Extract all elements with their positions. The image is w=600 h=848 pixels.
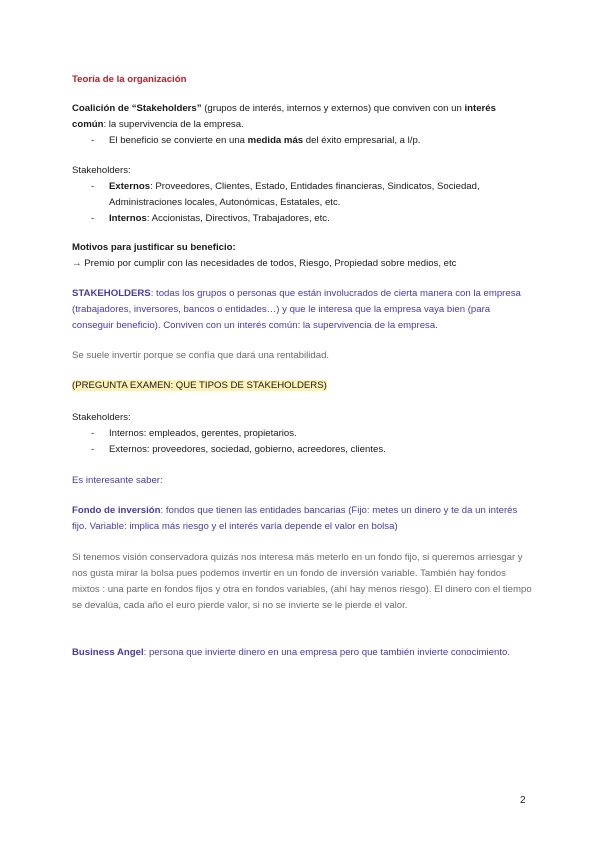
stakeholders-block-1 bbox=[72, 163, 532, 227]
stakeholders-term: STAKEHOLDERS bbox=[72, 288, 151, 299]
section-title: Teoría de la organización bbox=[72, 74, 187, 85]
coalicion-text-1: (grupos de interés, internos y externos) que conviven con un bbox=[201, 103, 465, 114]
list-item bbox=[72, 179, 532, 211]
bullet-text-2: del éxito empresarial, a l/p. bbox=[303, 135, 421, 146]
stakeholders-heading: Stakeholders: bbox=[72, 165, 131, 176]
pregunta-highlight: (PREGUNTA EXAMEN: QUE TIPOS DE STAKEHOLDERS) bbox=[72, 380, 327, 391]
page-number: 2 bbox=[520, 795, 526, 806]
business-angel-text: : persona que invierte dinero en una empresa pero que también invierte conocimiento. bbox=[143, 647, 511, 658]
list-item bbox=[72, 211, 532, 227]
nota-paragraph: Se suele invertir porque se confía que dará una rentabilidad. bbox=[72, 350, 330, 361]
interes-comun-term: interés común bbox=[72, 103, 496, 130]
externos-text: : Proveedores, Clientes, Estado, Entidades financieras, Sindicatos, Sociedad, Administraciones locales, Autonómicas, Estatales, etc. bbox=[109, 181, 480, 208]
motivos-heading: Motivos para justificar su beneficio: bbox=[72, 242, 236, 253]
stakeholders-heading-2: Stakeholders: bbox=[72, 412, 131, 423]
medida-mas-term: medida más bbox=[247, 135, 304, 146]
business-angel-paragraph bbox=[72, 645, 532, 661]
internos-label: Internos bbox=[109, 213, 147, 224]
motivos-text: → Premio por cumplir con las necesidades de todos, Riesgo, Propiedad sobre medios, etc bbox=[72, 258, 457, 269]
list-item: - Internos: empleados, gerentes, propietarios. bbox=[72, 426, 532, 442]
coalicion-term: Coalición de “Stakeholders” bbox=[72, 103, 202, 114]
list-item bbox=[72, 133, 532, 149]
definicion-paragraph bbox=[72, 286, 532, 334]
motivos-block bbox=[72, 240, 532, 272]
internos-text: : Accionistas, Directivos, Trabajadores, etc. bbox=[146, 213, 330, 224]
interesante-heading: Es interesante saber: bbox=[72, 475, 163, 486]
definicion-text: : todas los grupos o personas que están involucrados de cierta manera con la empresa (trabajadores, inversores, bancos o entidades…) y que le interesa que la empresa vaya bien (para conseguir beneficio). Conviven con un interés común: la supervivencia de la empresa. bbox=[72, 288, 521, 331]
pregunta-examen bbox=[72, 378, 532, 394]
fondo-term: Fondo de inversión bbox=[72, 505, 161, 516]
coalicion-bullets bbox=[72, 133, 532, 149]
fondo-paragraph bbox=[72, 503, 532, 535]
coalicion-text-2: : la supervivencia de la empresa. bbox=[103, 119, 244, 130]
bullet-text-1: El beneficio se convierte en una bbox=[109, 135, 248, 146]
business-angel-term: Business Angel bbox=[72, 647, 144, 658]
fondo-text: : fondos que tienen las entidades bancarias (Fijo: metes un dinero y te da un interés fijo. Variable: implica más riesgo y el interés varía depende el valor en bolsa) bbox=[72, 505, 518, 532]
stakeholders-list-2 bbox=[72, 426, 532, 458]
externos-label: Externos bbox=[109, 181, 151, 192]
stakeholders-list bbox=[72, 179, 532, 227]
stakeholders-block-2 bbox=[72, 410, 532, 458]
vision-paragraph: Si tenemos visión conservadora quizás nos interesa más meterlo en un fondo fijo, si queremos arriesgar y nos gusta mirar la bolsa pues podemos invertir en un fondo de inversión variable. También hay fondos mixtos : una parte en fondos fijos y otra en fondos variables, (ahí hay menos riesgo). El dinero con el tiempo se devalúa, cada año el euro pierde valor, si no se invierte se le pierde el valor. bbox=[72, 552, 532, 611]
list-item: - Externos: proveedores, sociedad, gobierno, acreedores, clientes. bbox=[72, 442, 532, 458]
coalicion-paragraph bbox=[72, 101, 532, 149]
